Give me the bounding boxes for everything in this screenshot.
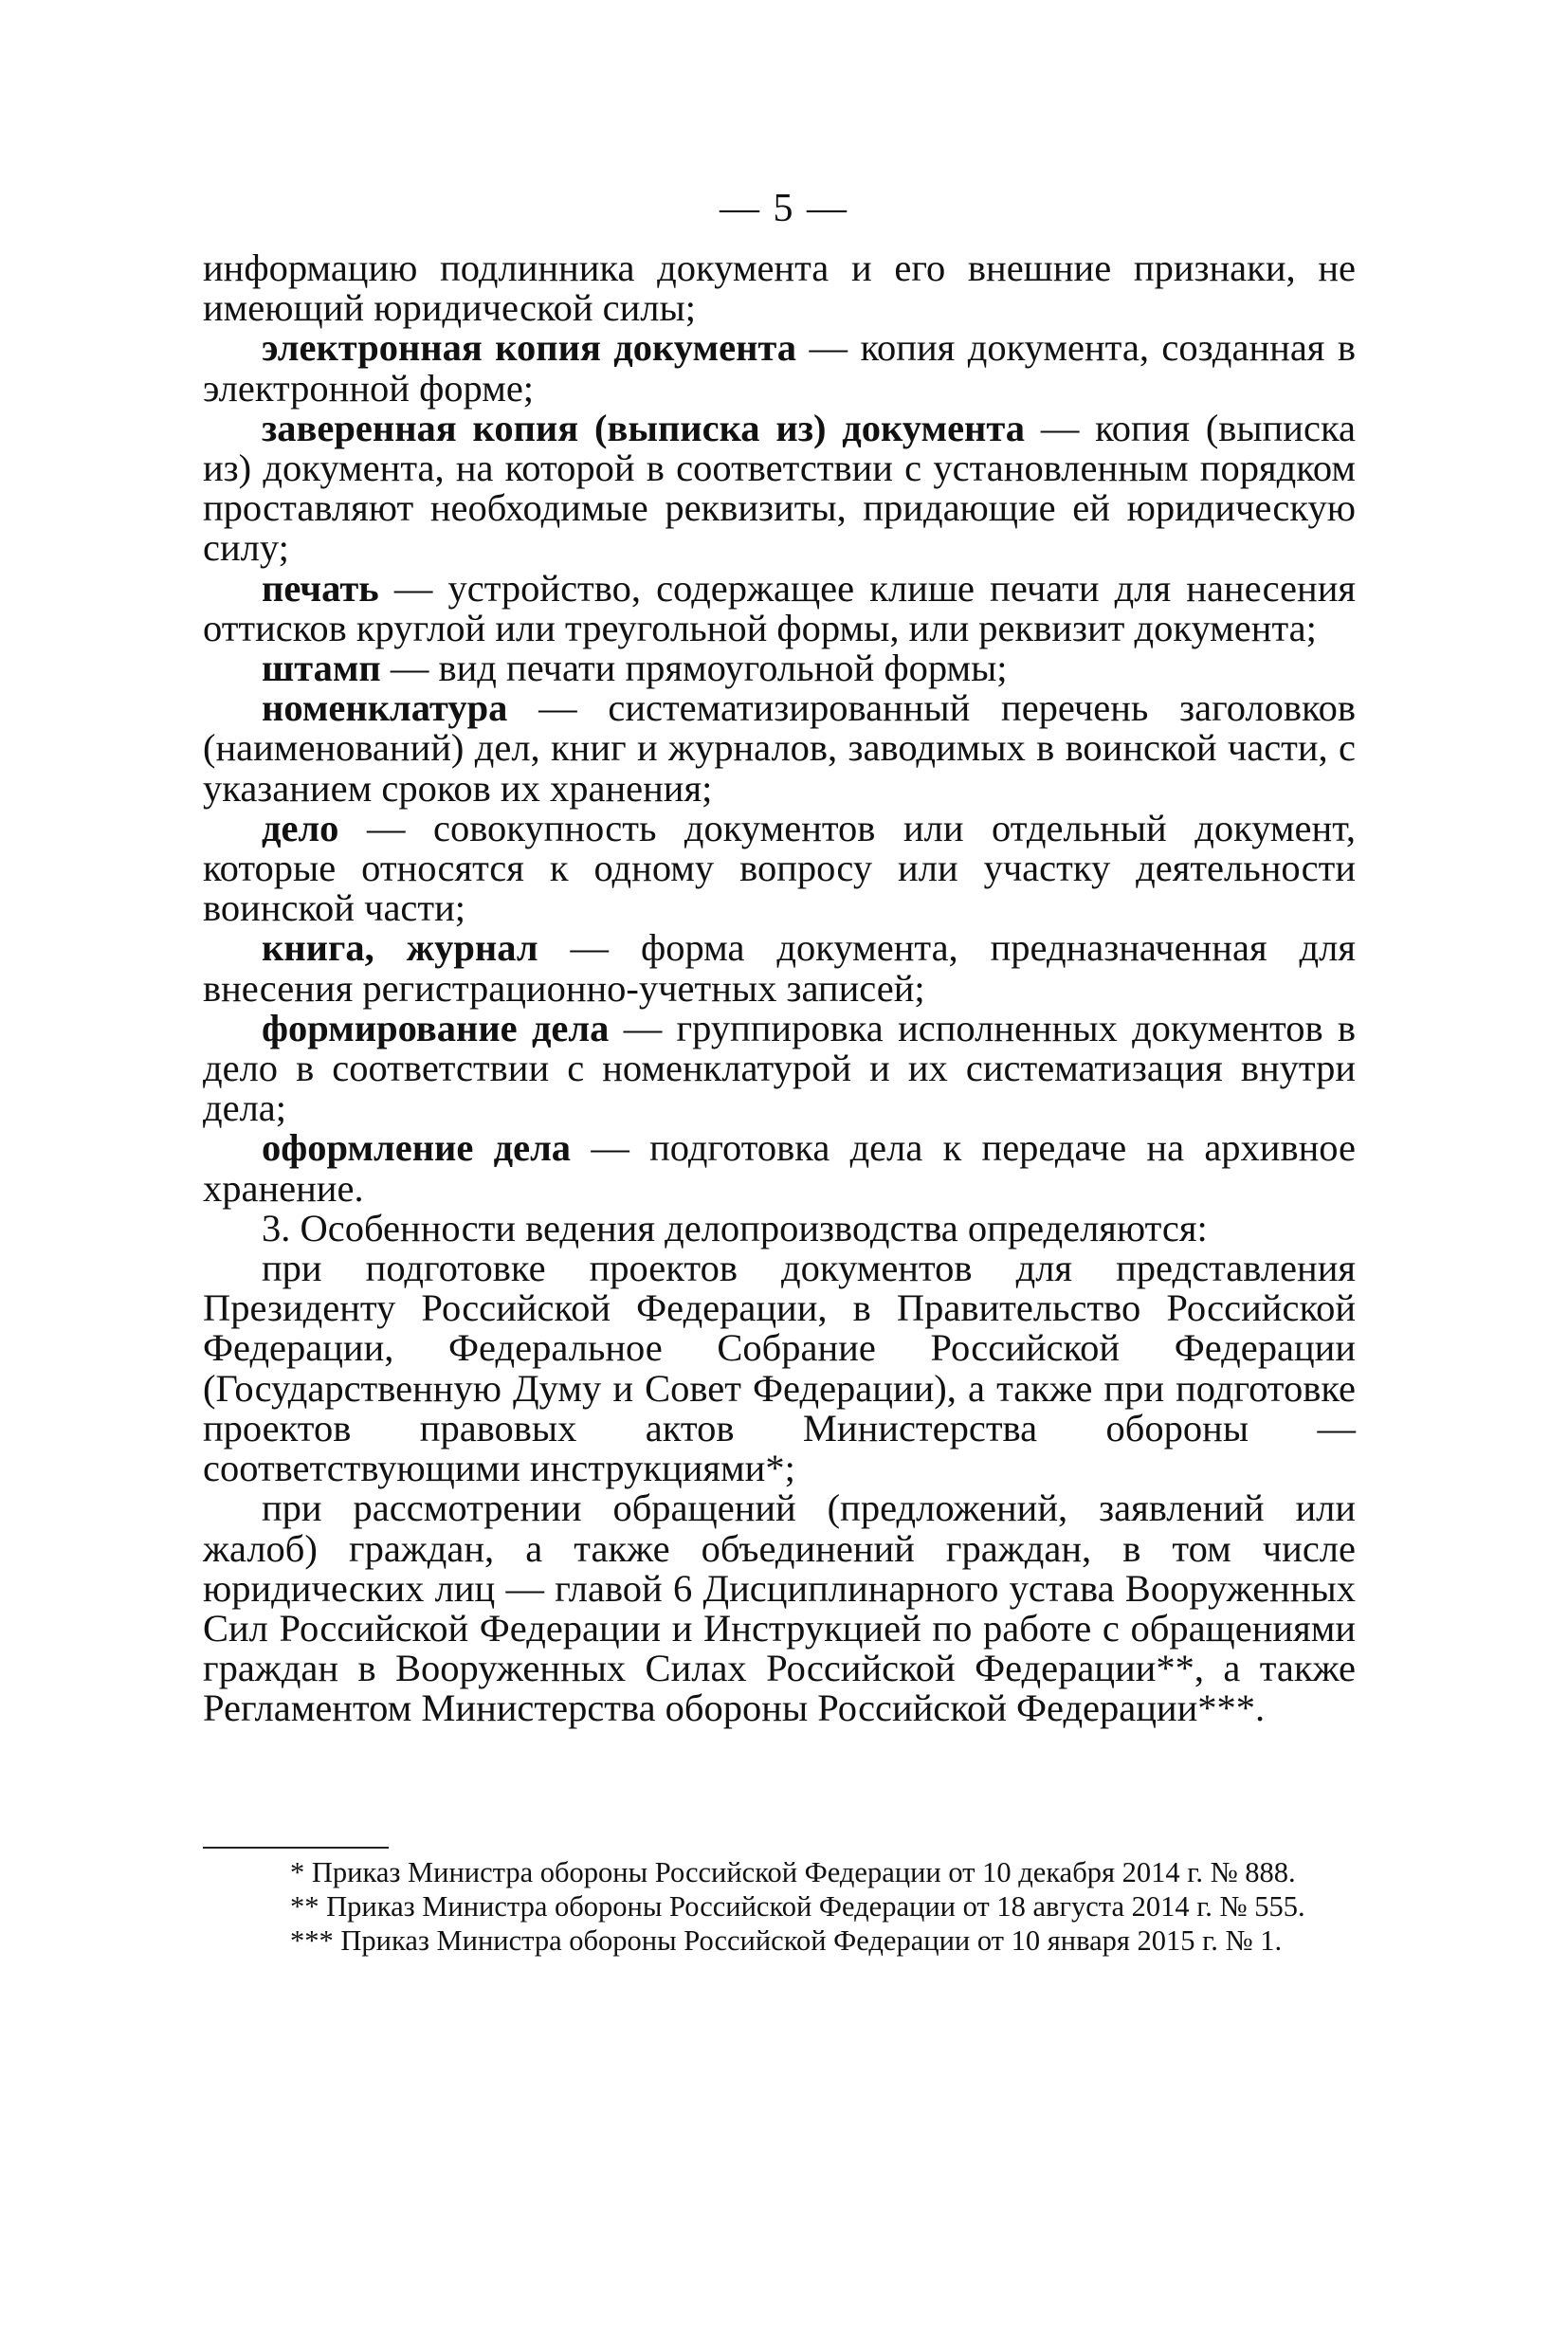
body-text [203, 248, 1356, 1729]
paragraph-text: — систематизированный перечень заголовков (наименований) дел, книг и журналов, заводимых в воинской части, с указанием сроков их хранения; [203, 686, 1356, 810]
paragraph-text: — вид печати прямоугольной формы; [380, 647, 1008, 690]
footnote-divider [203, 1847, 389, 1849]
defined-term: штамп [262, 647, 381, 690]
defined-term: книга, журнал [262, 926, 538, 970]
footnotes [203, 1856, 1356, 1959]
paragraph [203, 928, 1356, 1008]
paragraph [203, 1488, 1356, 1728]
paragraph [203, 406, 1356, 570]
defined-term: заверенная копия (выписка из) документа [262, 406, 1026, 449]
paragraph [203, 328, 1356, 408]
page-number: — 5 — [720, 187, 848, 230]
paragraph-text: при подготовке проектов документов для представления Президенту Российской Федерации, в Правительство Российской Федерации, Федеральное Собрание Российской Федерации (Государственную Думу и Совет Федерации), а также при подготовке проектов правовых актов Министерства обороны — соответствующими инструкциями*; [203, 1247, 1356, 1490]
paragraph [203, 688, 1356, 809]
paragraph [203, 248, 1356, 328]
paragraph-text: информацию подлинника документа и его внешние признаки, не имеющий юридической силы; [203, 246, 1356, 330]
defined-term: электронная копия документа [262, 326, 797, 370]
paragraph-text: 3. Особенности ведения делопроизводства определяются: [262, 1206, 1208, 1249]
paragraph-text: — группировка исполненных документов в дело в соответствии с номенклатурой и их систематизация внутри дела; [203, 1006, 1356, 1130]
footnote: * Приказ Министра обороны Российской Федерации от 10 декабря 2014 г. № 888. [290, 1856, 1296, 1888]
paragraph-text: — совокупность документов или отдельный документ, которые относятся к одному вопросу или участку деятельности воинской части; [203, 806, 1356, 930]
paragraph [203, 566, 1356, 649]
footnote: ** Приказ Министра обороны Российской Федерации от 18 августа 2014 г. № 555. [290, 1890, 1305, 1923]
paragraph [203, 1006, 1356, 1130]
paragraph-text: — подготовка дела к передаче на архивное хранение. [203, 1126, 1356, 1210]
defined-term: номенклатура [262, 686, 508, 730]
defined-term: формирование дела [262, 1006, 610, 1049]
paragraph-text: при рассмотрении обращений (предложений, заявлений или жалоб) граждан, а также объединений граждан, в том числе юридических лиц — главой 6 Дисциплинарного устава Вооруженных Сил Российской Федерации и Инструкцией по работе с обращениями граждан в Вооруженных Силах Российской Федерации**, а также Регламентом Министерства обороны Российской Федерации***. [203, 1486, 1356, 1730]
paragraph-text: — копия документа, созданная в электронной форме; [203, 326, 1356, 410]
paragraph-text: — копия (выписка из) документа, на которой в соответствии с установленным порядком проставляют необходимые реквизиты, придающие ей юридическую силу; [203, 406, 1356, 570]
paragraph [203, 1128, 1356, 1208]
defined-term: дело [262, 806, 339, 849]
paragraph [203, 806, 1356, 930]
footnote: *** Приказ Министра обороны Российской Федерации от 10 января 2015 г. № 1. [290, 1924, 1283, 1957]
paragraph-text: — форма документа, предназначенная для внесения регистрационно-учетных записей; [203, 926, 1356, 1010]
paragraph [203, 1206, 1356, 1249]
paragraph [203, 1249, 1356, 1488]
paragraph-text: — устройство, содержащее клише печати для нанесения оттисков круглой или треугольной формы, или реквизит документа; [203, 566, 1356, 649]
defined-term: печать [262, 566, 379, 610]
paragraph [203, 648, 1356, 688]
defined-term: оформление дела [262, 1126, 572, 1170]
